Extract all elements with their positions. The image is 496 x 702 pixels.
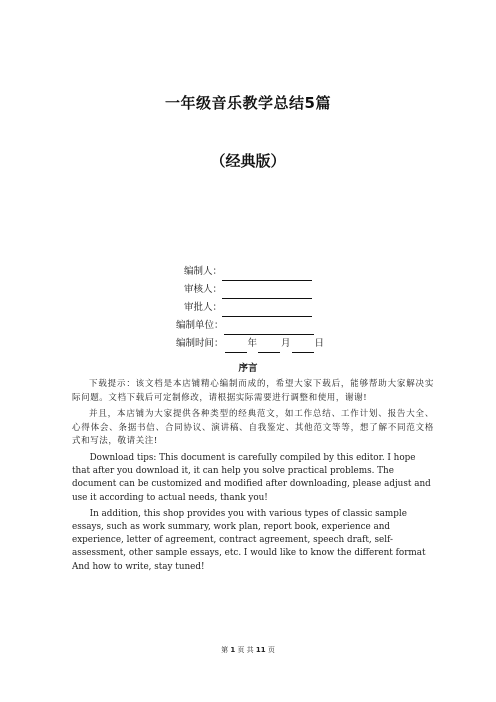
day-label: 日 [314,338,325,349]
editor-blank [222,269,312,281]
meta-row-approver [176,299,356,317]
unit-label: 编制单位： [176,320,224,331]
unit-blank [224,323,314,335]
preface-heading: 序言 [238,363,258,374]
meta-row-reviewer [176,281,356,299]
document-title: 一年级音乐教学总结5篇 [165,94,331,112]
month-label: 月 [281,338,291,349]
approver-blank [222,305,312,317]
reviewer-blank [222,287,312,299]
footer-total-pages: 11 [255,646,266,654]
preface-paragraph-en-2: In addition, this shop provides you with various types of classic sample essays, such as work summary, work plan, report book, experience and experience, letter of agreement, contract agreement, speech draft, self-assessment, other sample essays, etc. I would like to know the different format And how to write, stay tuned! [72,508,426,572]
meta-row-time [176,335,356,353]
meta-row-editor [176,263,356,281]
time-label: 编制时间： [176,338,224,349]
editor-label: 编制人： [184,266,223,277]
footer-mid: 页 共 [237,646,254,654]
page-footer [0,645,496,655]
reviewer-label: 审核人： [184,284,223,295]
preface-paragraph-cn-1: 下载提示：该文档是本店铺精心编制而成的，希望大家下载后，能够帮助大家解决实际问题。文档下载后可定制修改，请根据实际需要进行调整和使用，谢谢! [72,379,434,403]
month-blank [258,341,280,353]
meta-block [176,263,356,353]
footer-page-number: 1 [230,646,236,654]
preface-paragraph-cn-2: 并且，本店铺为大家提供各种类型的经典范文，如工作总结、工作计划、报告大全、心得体会、条据书信、合同协议、演讲稿、自我鉴定、其他范文等等，想了解不同范文格式和写法，敬请关注! [72,409,434,447]
document-subtitle: （经典版） [210,152,286,170]
year-blank [225,341,247,353]
footer-suffix: 页 [267,646,275,654]
preface-paragraph-en-1: Download tips: This document is carefully compiled by this editor. I hope that after you download it, it can help you solve practical problems. The document can be customized and modified after downloading, please adjust and use it according to actual needs, thank you! [72,452,431,503]
preface-body [72,378,434,577]
day-blank [292,341,314,353]
meta-row-unit [176,317,356,335]
approver-label: 审批人： [184,302,223,313]
year-label: 年 [247,338,258,349]
footer-prefix: 第 [221,646,229,654]
